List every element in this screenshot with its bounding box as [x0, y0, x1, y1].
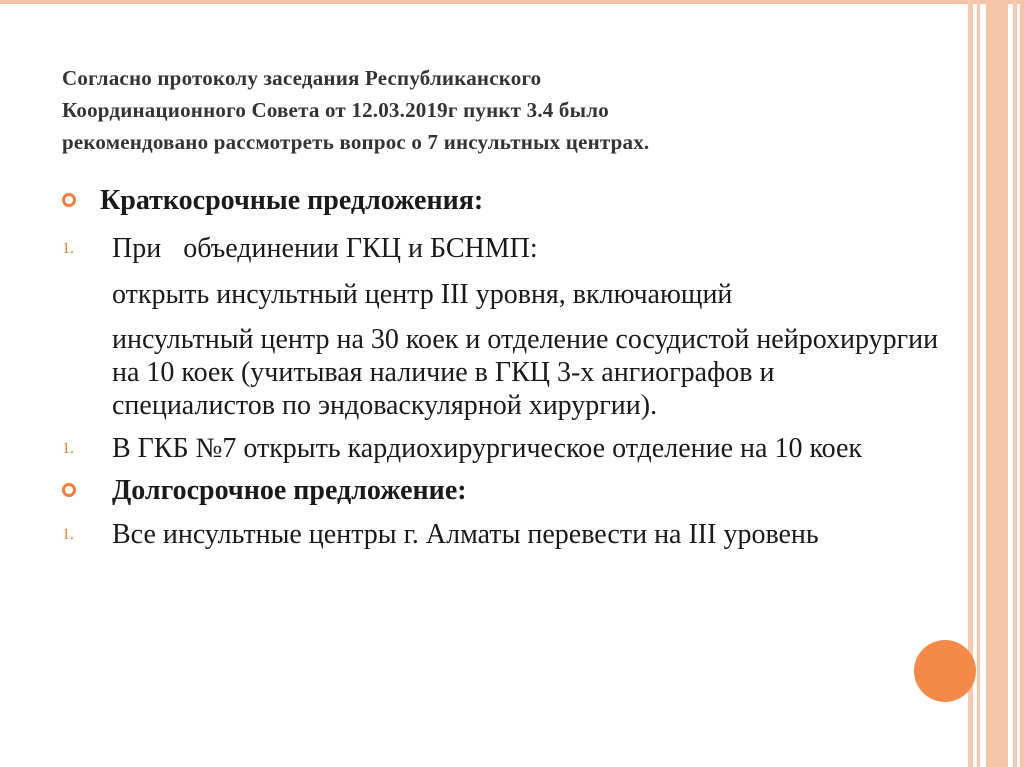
- ring-bullet-icon: [62, 193, 76, 207]
- decorative-stripes: [968, 0, 1024, 767]
- list-item: [62, 232, 942, 266]
- title-line-3: рекомендовано рассмотреть вопрос о 7 инсультных центрах.: [62, 130, 650, 154]
- long-term-heading-text: Долгосрочное предложение:: [112, 475, 467, 506]
- item-text: В ГКБ №7 открыть кардиохирургическое отделение на 10 коек: [112, 433, 862, 464]
- sub-paragraph: инсультный центр на 30 коек и отделение сосудистой нейрохирургии на 10 коек (учитывая наличие в ГКЦ 3-х ангиографов и специалистов по эндоваскулярной хирургии).: [112, 324, 939, 421]
- stripe: [977, 0, 980, 767]
- stripe: [1020, 0, 1024, 767]
- orange-circle-icon: [914, 640, 976, 702]
- long-term-heading: [62, 474, 942, 508]
- slide-title: [62, 62, 882, 158]
- list-number: 1.: [62, 440, 74, 457]
- list-item: [62, 518, 942, 552]
- slide-content: [62, 184, 942, 552]
- item-text: Все инсультные центры г. Алматы перевести на III уровень: [112, 519, 819, 550]
- title-line-1: Согласно протоколу заседания Республиканского: [62, 66, 542, 90]
- list-number: 1.: [62, 240, 74, 257]
- ring-bullet-icon: [62, 483, 76, 497]
- item-text-a: При: [112, 233, 162, 264]
- title-line-2: Координационного Совета от 12.03.2019г пункт 3.4 было: [62, 98, 609, 122]
- item-text-b: объединении ГКЦ и БСНМП:: [183, 233, 538, 264]
- sub-paragraph: открыть инсультный центр III уровня, включающий: [112, 279, 733, 310]
- list-number: 1.: [62, 526, 74, 543]
- short-term-heading: [62, 184, 942, 218]
- list-item: [62, 432, 942, 466]
- top-border: [0, 0, 1024, 4]
- short-term-heading-text: Краткосрочные предложения:: [100, 185, 484, 216]
- stripe: [986, 0, 1008, 767]
- stripe: [1013, 0, 1017, 767]
